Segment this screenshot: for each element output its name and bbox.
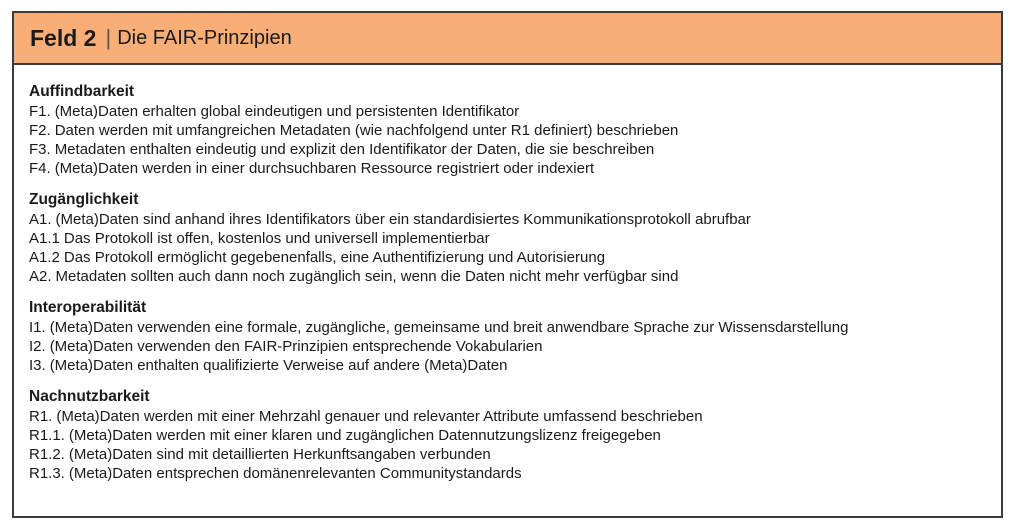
principle-code: R1.3.: [29, 465, 65, 482]
principle-code: A1.2: [29, 249, 60, 266]
principle-item: [29, 248, 1001, 267]
section-zugaenglichkeit: [29, 190, 1001, 286]
principle-text: Daten werden mit umfangreichen Metadaten (wie nachfolgend unter R1 definiert) beschrieben: [54, 122, 679, 139]
section-heading: Auffindbarkeit: [29, 83, 135, 100]
section-heading: Nachnutzbarkeit: [29, 388, 150, 405]
principle-code: F3.: [29, 141, 51, 158]
principle-code: F4.: [29, 160, 51, 177]
principle-item: [29, 159, 1001, 178]
section-nachnutzbarkeit: [29, 387, 1001, 483]
principle-item: [29, 102, 1001, 121]
header-separator: |: [105, 25, 112, 50]
section-auffindbarkeit: [29, 82, 1001, 178]
principle-code: R1.2.: [29, 446, 65, 463]
section-interoperabilitaet: [29, 298, 1001, 375]
principle-code: I1.: [29, 319, 46, 336]
principle-code: R1.: [29, 408, 53, 425]
box-header: [14, 13, 1001, 65]
principle-text: (Meta)Daten verwenden eine formale, zugängliche, gemeinsame und breit anwendbare Sprache zur Wissensdarstellung: [49, 319, 849, 336]
principle-text: (Meta)Daten sind anhand ihres Identifikators über ein standardisiertes Kommunikationsprotokoll abrufbar: [55, 211, 751, 228]
section-heading: Zugänglichkeit: [29, 191, 139, 208]
principle-code: A1.1: [29, 230, 60, 247]
principle-item: [29, 229, 1001, 248]
principle-item: [29, 426, 1001, 445]
principle-text: (Meta)Daten entsprechen domänenrelevanten Communitystandards: [68, 465, 522, 482]
principle-text: (Meta)Daten sind mit detaillierten Herkunftsangaben verbunden: [68, 446, 491, 463]
principle-code: I3.: [29, 357, 46, 374]
header-title: Die FAIR-Prinzipien: [117, 26, 292, 49]
section-heading: Interoperabilität: [29, 299, 147, 316]
principle-item: [29, 267, 1001, 286]
box-content: [14, 65, 1001, 483]
principle-item: [29, 337, 1001, 356]
principle-text: Metadaten enthalten eindeutig und explizit den Identifikator der Daten, die sie beschreiben: [54, 141, 655, 158]
principle-code: R1.1.: [29, 427, 65, 444]
principle-code: F1.: [29, 103, 51, 120]
principle-code: A1.: [29, 211, 52, 228]
feld-number: Feld 2: [30, 24, 97, 51]
principle-text: (Meta)Daten erhalten global eindeutigen und persistenten Identifikator: [54, 103, 520, 120]
principle-text: Das Protokoll ist offen, kostenlos und universell implementierbar: [63, 230, 490, 247]
principle-text: (Meta)Daten werden mit einer klaren und zugänglichen Datennutzungslizenz freigegeben: [68, 427, 661, 444]
principle-text: (Meta)Daten werden in einer durchsuchbaren Ressource registriert oder indexiert: [54, 160, 595, 177]
principle-item: [29, 210, 1001, 229]
principle-item: [29, 140, 1001, 159]
principle-item: [29, 356, 1001, 375]
principle-text: (Meta)Daten werden mit einer Mehrzahl genauer und relevanter Attribute umfassend beschrieben: [56, 408, 703, 425]
principle-item: [29, 445, 1001, 464]
principle-text: Metadaten sollten auch dann noch zugänglich sein, wenn die Daten nicht mehr verfügbar sind: [55, 268, 679, 285]
principle-code: I2.: [29, 338, 46, 355]
principle-item: [29, 121, 1001, 140]
principle-text: Das Protokoll ermöglicht gegebenenfalls, eine Authentifizierung und Autorisierung: [63, 249, 606, 266]
principle-item: [29, 318, 1001, 337]
principle-code: A2.: [29, 268, 52, 285]
principle-text: (Meta)Daten enthalten qualifizierte Verweise auf andere (Meta)Daten: [49, 357, 508, 374]
principle-text: (Meta)Daten verwenden den FAIR-Prinzipien entsprechende Vokabularien: [49, 338, 543, 355]
fair-principles-box: [12, 11, 1003, 518]
principle-item: [29, 464, 1001, 483]
principle-code: F2.: [29, 122, 51, 139]
principle-item: [29, 407, 1001, 426]
